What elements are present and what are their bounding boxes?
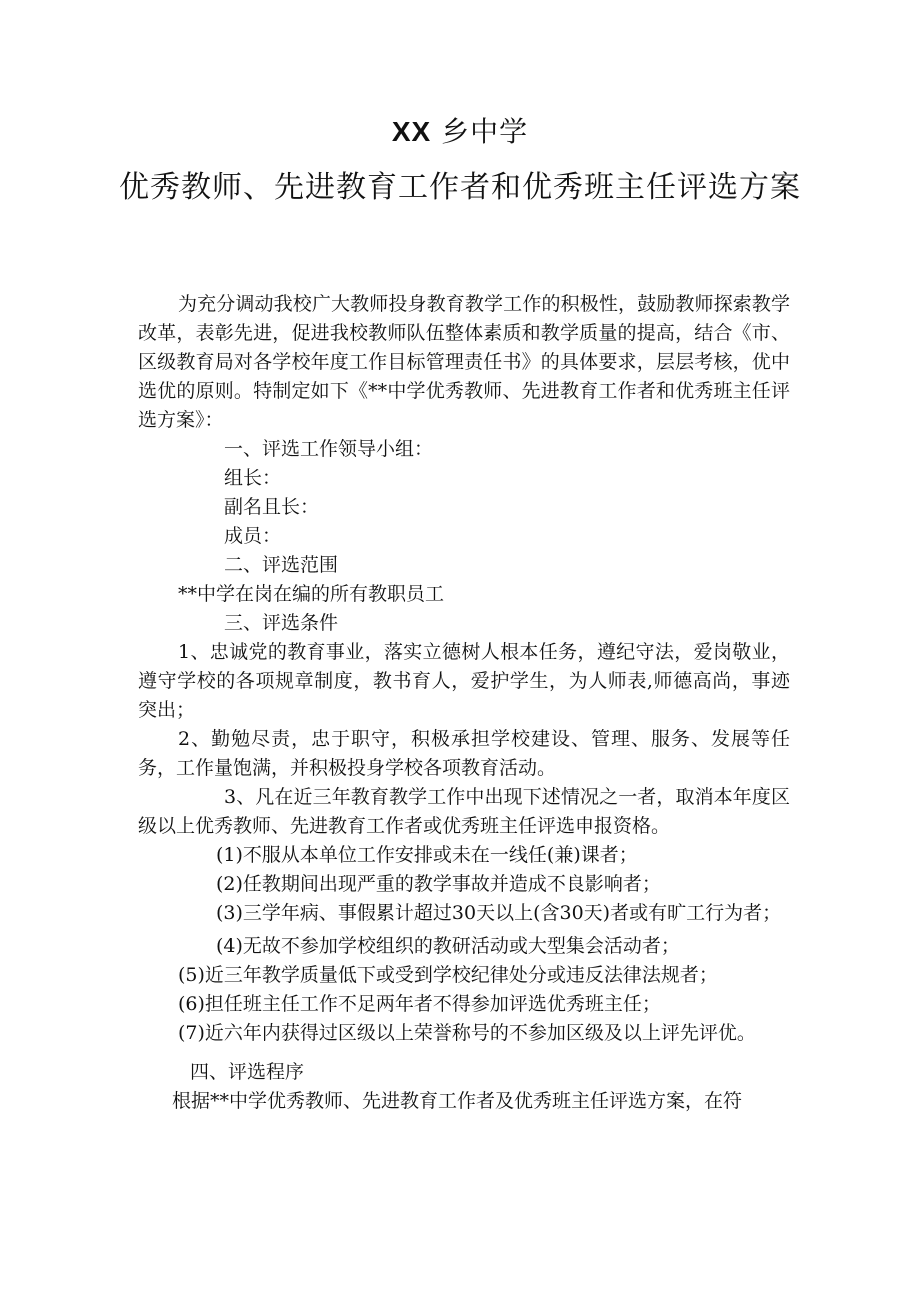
section4-heading: 四、评选程序	[190, 1061, 305, 1083]
disqualifier-7: (7)近六年内获得过区级以上荣誉称号的不参加区级及以上评先评优。	[178, 1022, 756, 1044]
condition-2: 2、勤勉尽责，忠于职守，积极承担学校建设、管理、服务、发展等任务，工作量饱满，并积极投身学校各项教育活动。	[138, 728, 790, 779]
document-subtitle: 优秀教师、先进教育工作者和优秀班主任评选方案	[119, 170, 801, 205]
section4-text: 根据**中学优秀教师、先进教育工作者及优秀班主任评选方案，在符	[172, 1090, 743, 1112]
section1-leader: 组长：	[224, 467, 282, 489]
disqualifier-1: (1)不服从本单位工作安排或未在一线任(兼)课者；	[216, 844, 638, 866]
section2-heading: 二、评选范围	[224, 554, 339, 576]
condition-1: 1、忠诚党的教育事业，落实立德树人根本任务，遵纪守法，爱岗敬业，遵守学校的各项规章制度，教书育人，爱护学生，为人师表,师德高尚，事迹突出；	[138, 641, 790, 721]
school-title-prefix: XX	[391, 116, 432, 147]
document-body	[138, 290, 790, 1116]
disqualifier-3: (3)三学年病、事假累计超过30天以上(含30天)者或有旷工行为者；	[216, 902, 782, 924]
section3-heading: 三、评选条件	[224, 612, 339, 634]
intro-paragraph: 为充分调动我校广大教师投身教育教学工作的积极性，鼓励教师探索教学改革，表彰先进，促进我校教师队伍整体素质和教学质量的提高，结合《市、区级教育局对各学校年度工作目标管理责任书》的具体要求，层层考核，优中选优的原则。特制定如下《**中学优秀教师、先进教育工作者和优秀班主任评选方案》：	[138, 293, 790, 431]
school-title-suffix: 乡中学	[441, 115, 529, 148]
disqualifier-2: (2)任教期间出现严重的教学事故并造成不良影响者；	[216, 873, 661, 895]
disqualifier-4: (4)无故不参加学校组织的教研活动或大型集会活动者；	[216, 935, 680, 957]
section1-heading: 一、评选工作领导小组：	[224, 438, 434, 460]
section1-deputy: 副名且长：	[224, 496, 320, 518]
school-title	[0, 114, 920, 150]
section2-text: **中学在岗在编的所有教职员工	[178, 583, 445, 605]
section1-members: 成员：	[224, 525, 282, 547]
condition-3: 3、凡在近三年教育教学工作中出现下述情况之一者，取消本年度区级以上优秀教师、先进教育工作者或优秀班主任评选申报资格。	[138, 786, 790, 837]
disqualifier-6: (6)担任班主任工作不足两年者不得参加评选优秀班主任；	[178, 993, 661, 1015]
disqualifier-5: (5)近三年教学质量低下或受到学校纪律处分或违反法律法规者；	[178, 964, 718, 986]
